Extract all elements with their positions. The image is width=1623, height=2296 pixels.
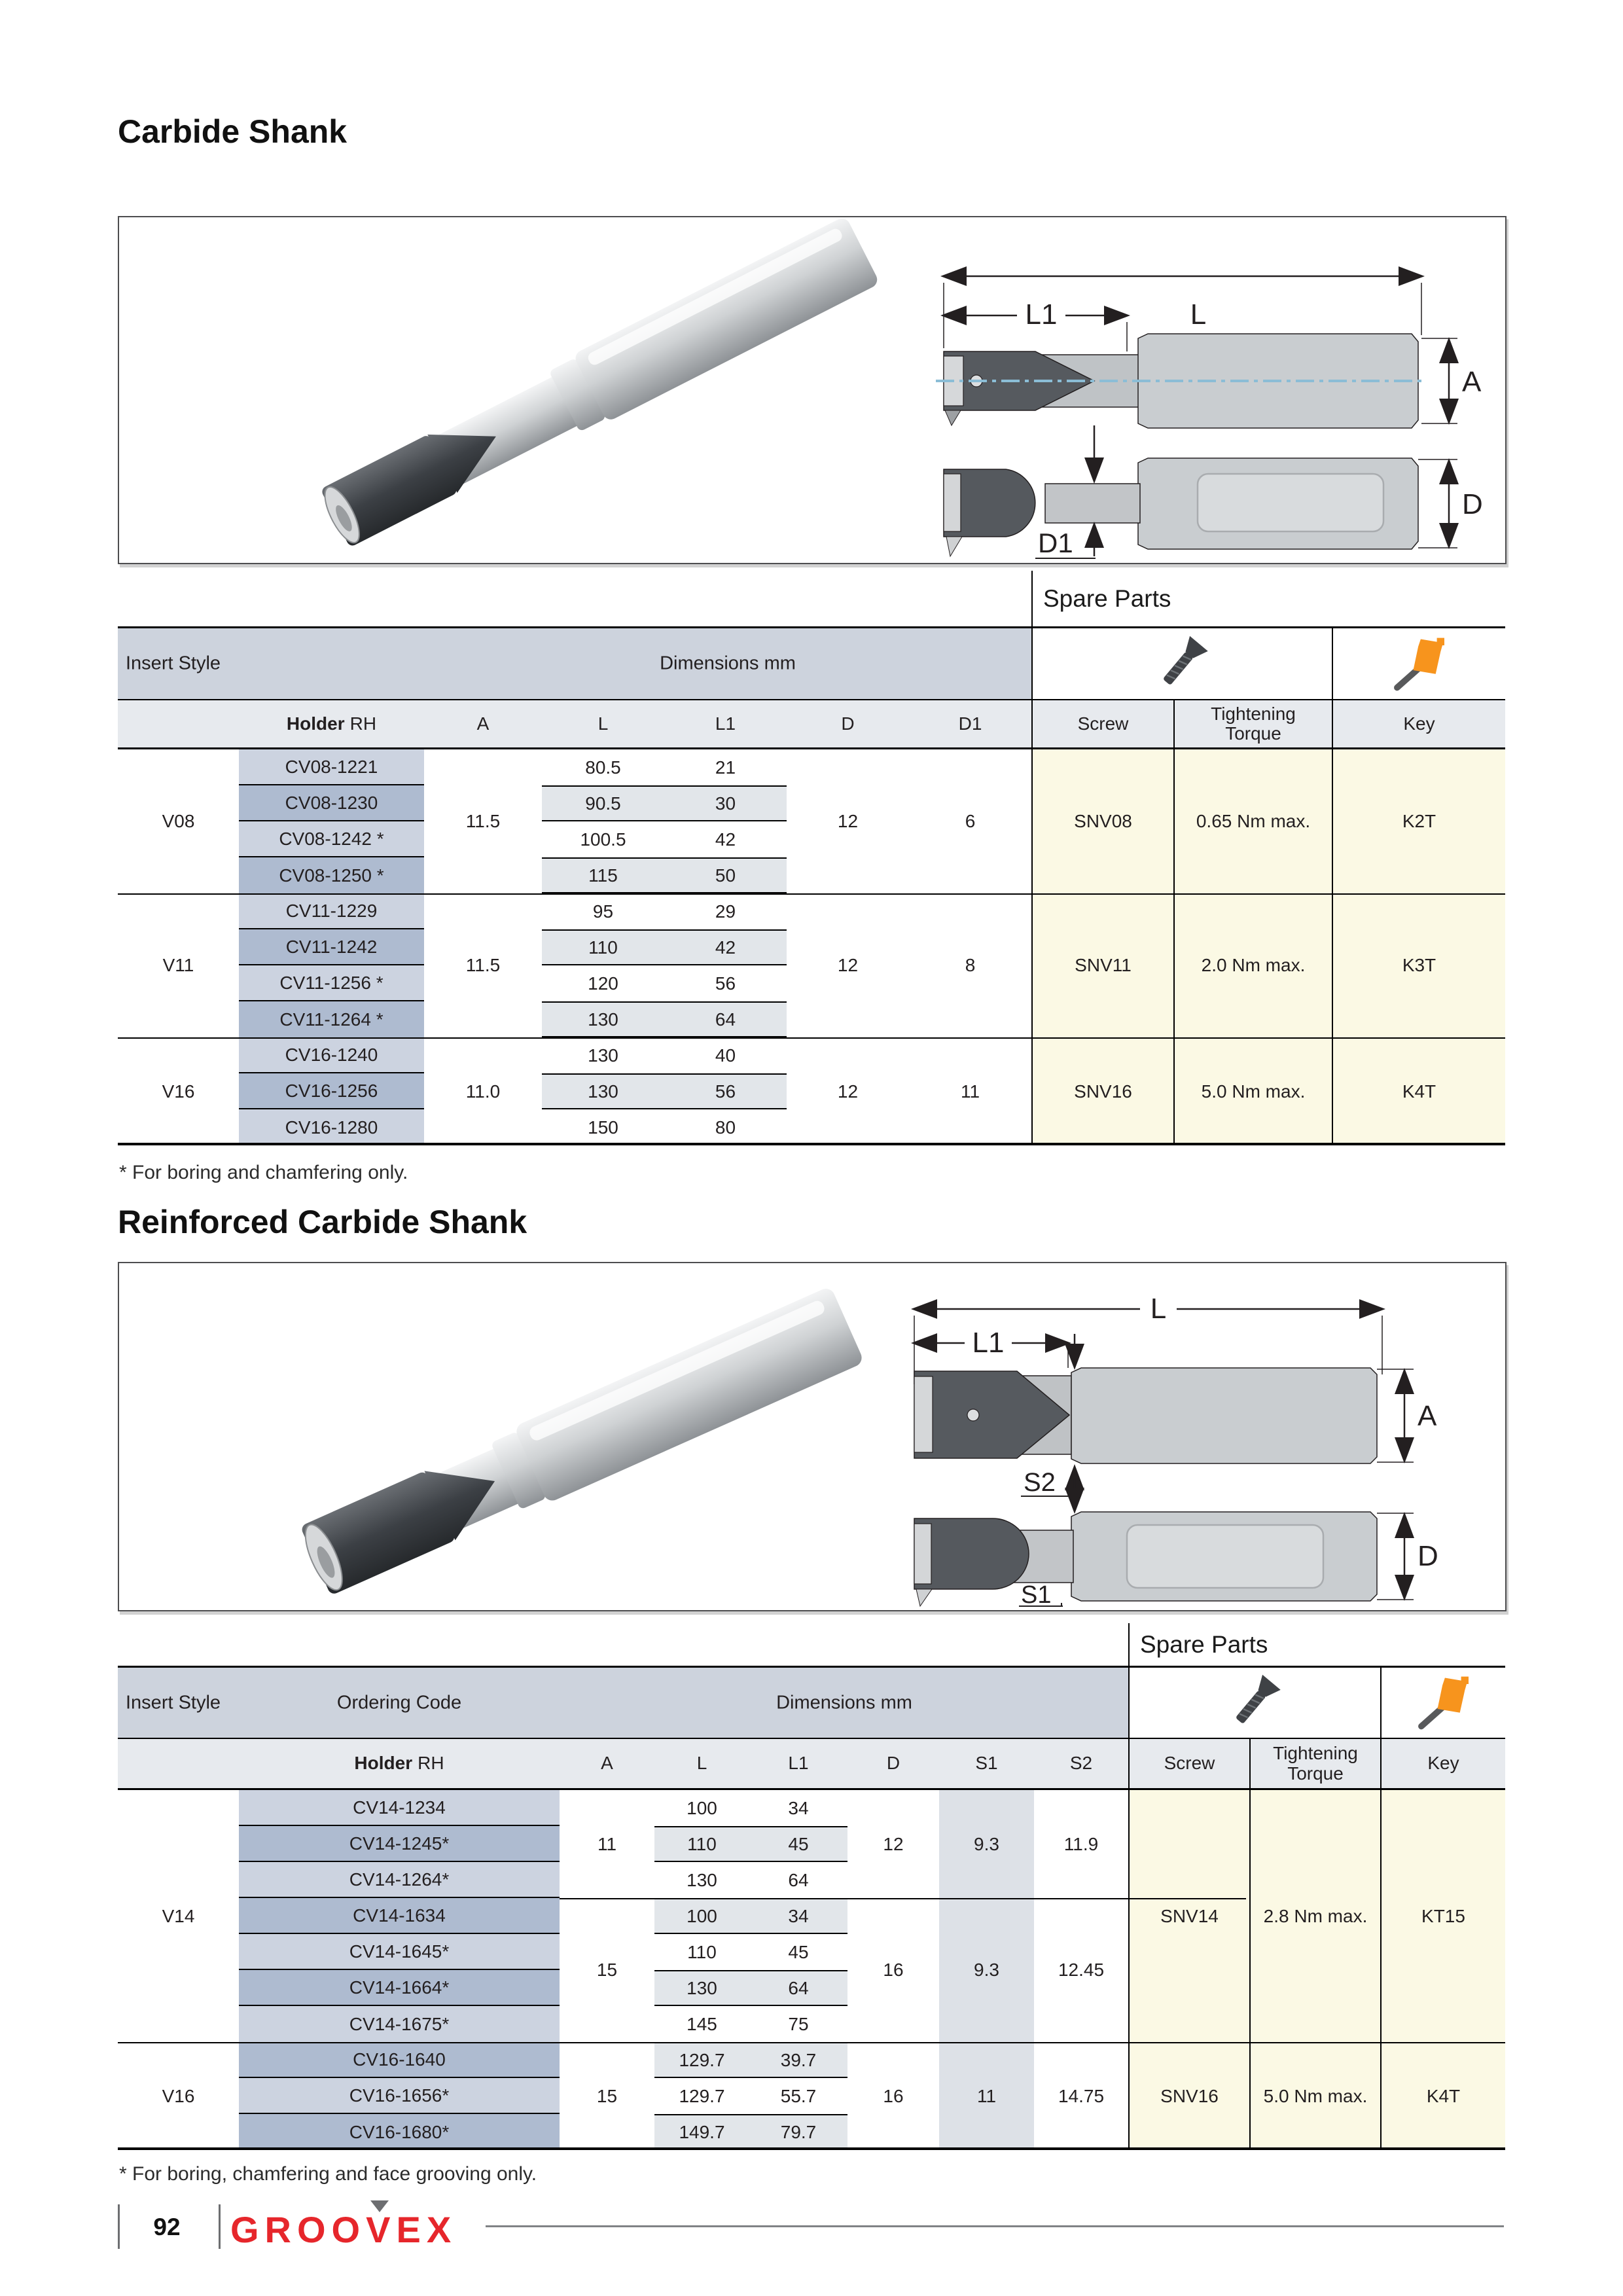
dim-d1-cell: 8 — [965, 955, 976, 975]
dim-l1-cell: 21 — [715, 757, 736, 778]
dim-l-cell: 130 — [542, 1001, 664, 1037]
subheader-key: Key — [1332, 700, 1505, 749]
holder-cell: CV08-1221 — [239, 749, 424, 785]
dim-l-cell: 129.7 — [679, 2085, 725, 2106]
holder-label: Holder — [354, 1753, 413, 1774]
dimensions-header: Dimensions mm — [776, 1692, 912, 1713]
key-part-cell: KT15 — [1380, 1790, 1505, 2042]
dim-l1-cell: 45 — [788, 1941, 809, 1962]
page-number: 92 — [153, 2214, 181, 2240]
dim-l-cell: 100 — [687, 1797, 717, 1818]
dim-d-cell: 12 — [837, 955, 859, 975]
dim-d-cell: 16 — [883, 2085, 904, 2106]
dim-l1-cell: 50 — [664, 857, 787, 893]
subheader-holder — [239, 1739, 560, 1790]
dim-D-label: D — [1462, 488, 1483, 520]
insert-style-value: V16 — [162, 1081, 195, 1102]
holder-cell: CV14-1234 — [239, 1790, 560, 1826]
dim-L1-label: L1 — [972, 1327, 1005, 1359]
key-part-cell: K4T — [1332, 1037, 1505, 1145]
dim-d1-cell: 6 — [965, 811, 976, 831]
dim-a-cell: 15 — [596, 1960, 618, 1980]
dim-l-cell: 149.7 — [654, 2114, 749, 2150]
holder-cell: CV16-1680* — [239, 2114, 560, 2150]
dim-L-label: L — [1150, 1293, 1167, 1325]
key-icon-cell — [1380, 1666, 1505, 1739]
screw-part-cell: SNV14 — [1128, 1790, 1249, 2042]
screw-icon — [1150, 633, 1215, 695]
footnote-1: * For boring and chamfering only. — [119, 1162, 408, 1183]
torque-cell: 0.65 Nm max. — [1173, 749, 1332, 893]
footer-divider-bar — [219, 2204, 221, 2249]
dim-l-cell: 80.5 — [585, 757, 621, 778]
dim-l-cell: 95 — [592, 901, 614, 922]
screw-part-cell: SNV16 — [1031, 1037, 1173, 1145]
subheader-a: A — [424, 700, 542, 749]
dim-l1-cell: 56 — [715, 973, 736, 994]
dim-l1-cell: 80 — [715, 1117, 736, 1138]
dim-D-label: D — [1418, 1540, 1438, 1572]
dim-s1-cell: 9.3 — [939, 1790, 1034, 1898]
holder-cell: CV14-1634 — [239, 1898, 560, 1934]
dim-l1-cell: 30 — [664, 785, 787, 821]
spare-parts-label: Spare Parts — [1031, 571, 1505, 626]
subheader-s1: S1 — [939, 1739, 1034, 1790]
holder-cell: CV16-1240 — [239, 1037, 424, 1073]
dim-l1-cell: 79.7 — [749, 2114, 847, 2150]
holder-cell: CV16-1656* — [239, 2078, 560, 2114]
dimensions-header: Dimensions mm — [660, 653, 796, 674]
dim-S1-label: S1 — [1021, 1581, 1052, 1607]
dim-d-cell: 12 — [837, 1081, 859, 1102]
subheader-holder — [239, 700, 424, 749]
dim-A-label: A — [1462, 366, 1482, 398]
screw-icon-cell — [1031, 626, 1332, 700]
dim-L-label: L — [1190, 298, 1207, 331]
holder-rh-label: RH — [349, 713, 377, 734]
table2-header-band — [118, 1666, 1128, 1739]
dim-s2-cell: 12.45 — [1058, 1960, 1105, 1980]
subheader-screw: Screw — [1128, 1739, 1249, 1790]
holder-cell: CV14-1645* — [239, 1934, 560, 1970]
dim-l-cell: 145 — [687, 2013, 717, 2034]
torx-key-icon — [1411, 1672, 1476, 1734]
dim-l1-cell: 64 — [788, 1869, 809, 1890]
dim-A — [1377, 1369, 1414, 1462]
dim-A-label: A — [1418, 1400, 1437, 1432]
dim-D — [1418, 459, 1457, 548]
dim-l1-cell: 42 — [715, 829, 736, 850]
dim-a-cell: 11.0 — [465, 1081, 501, 1102]
dim-l-cell: 120 — [588, 973, 618, 994]
holder-cell: CV08-1242 * — [239, 821, 424, 857]
top-view-body — [914, 1368, 1377, 1463]
screw-icon — [1222, 1672, 1288, 1734]
dim-l-cell: 100 — [654, 1898, 749, 1934]
footer-rule — [486, 2225, 1504, 2227]
figure1-carbide-shank — [118, 216, 1507, 564]
dim-d-cell: 12 — [883, 1833, 904, 1854]
key-part-cell: K4T — [1380, 2042, 1505, 2150]
dim-l1-cell: 64 — [664, 1001, 787, 1037]
dim-l1-cell: 75 — [788, 2013, 809, 2034]
key-part-cell: K2T — [1332, 749, 1505, 893]
reinforced-shank-table — [118, 1623, 1505, 2150]
dim-l1-cell: 40 — [715, 1045, 736, 1066]
top-view-body — [944, 458, 1418, 556]
dim-l-cell: 130 — [588, 1045, 618, 1066]
section1-title: Carbide Shank — [118, 113, 348, 150]
dim-a-cell: 11.5 — [465, 955, 501, 975]
holder-cell: CV16-1256 — [239, 1073, 424, 1109]
logo-triangle-icon — [370, 2200, 389, 2212]
dim-l1-cell: 34 — [788, 1797, 809, 1818]
holder-cell: CV14-1264* — [239, 1862, 560, 1898]
holder-cell: CV11-1242 — [239, 929, 424, 965]
dim-l-cell: 130 — [654, 1970, 749, 2006]
holder-cell: CV08-1230 — [239, 785, 424, 821]
torque-cell: 5.0 Nm max. — [1173, 1037, 1332, 1145]
dim-l-cell: 130 — [542, 1073, 664, 1109]
table1-header-band — [118, 626, 1031, 700]
footer-divider-bar — [118, 2204, 120, 2249]
subheader-l1: L1 — [664, 700, 787, 749]
dim-l-cell: 100.5 — [580, 829, 626, 850]
figure2-reinforced-carbide-shank — [118, 1262, 1507, 1611]
subheader-blank — [118, 700, 239, 749]
subheader-l: L — [654, 1739, 749, 1790]
dim-D — [1377, 1513, 1414, 1600]
holder-cell: CV08-1250 * — [239, 857, 424, 893]
holder-cell: CV14-1245* — [239, 1826, 560, 1862]
dim-D1-label: D1 — [1038, 528, 1073, 558]
dim-l1-cell: 39.7 — [749, 2042, 847, 2078]
dim-d-cell: 16 — [883, 1960, 904, 1980]
torx-key-icon — [1387, 633, 1452, 695]
subheader-key: Key — [1380, 1739, 1505, 1790]
subheader-l: L — [542, 700, 664, 749]
group-divider — [118, 893, 1505, 895]
carbide-shank-table — [118, 571, 1505, 1145]
bottom-view-body — [914, 1512, 1377, 1606]
torque-cell: 2.8 Nm max. — [1249, 1790, 1380, 2042]
holder-cell: CV11-1256 * — [239, 965, 424, 1001]
key-icon-cell — [1332, 626, 1505, 700]
dim-l-cell: 150 — [588, 1117, 618, 1138]
holder-cell: CV14-1675* — [239, 2006, 560, 2042]
dim-l-cell: 129.7 — [654, 2042, 749, 2078]
tool-photo-render — [315, 217, 880, 554]
dim-l1-cell: 45 — [749, 1826, 847, 1862]
subheader-d: D — [847, 1739, 939, 1790]
dim-a-cell: 15 — [596, 2085, 618, 2106]
dim-s2-cell: 14.75 — [1058, 2085, 1105, 2106]
screw-icon-cell — [1128, 1666, 1380, 1739]
subheader-s2: S2 — [1034, 1739, 1128, 1790]
dim-d1-cell: 11 — [960, 1081, 980, 1102]
tool-photo-render — [295, 1286, 865, 1601]
holder-cell: CV11-1264 * — [239, 1001, 424, 1037]
subheader-d: D — [787, 700, 909, 749]
holder-label: Holder — [286, 713, 345, 734]
holder-cell: CV16-1640 — [239, 2042, 560, 2078]
holder-cell: CV16-1280 — [239, 1109, 424, 1145]
insert-style-value: V16 — [162, 2085, 195, 2106]
dim-S2-label: S2 — [1024, 1468, 1056, 1497]
table-bottom-rule — [118, 1143, 1505, 1145]
table-bottom-rule — [118, 2147, 1505, 2150]
spare-parts-label: Spare Parts — [1128, 1623, 1505, 1666]
group-divider — [118, 1037, 1505, 1039]
insert-style-value: V11 — [162, 955, 194, 975]
dim-l1-cell: 56 — [664, 1073, 787, 1109]
holder-cell: CV11-1229 — [239, 893, 424, 929]
dim-d-cell: 12 — [837, 811, 859, 831]
dim-l-cell: 110 — [687, 1941, 717, 1962]
dim-A — [1421, 338, 1457, 423]
subheader-screw: Screw — [1031, 700, 1173, 749]
dim-l-cell: 90.5 — [542, 785, 664, 821]
torque-cell: 2.0 Nm max. — [1173, 893, 1332, 1037]
dim-l1-cell: 42 — [664, 929, 787, 965]
groovex-logo: GROOVEX — [230, 2209, 457, 2250]
key-part-cell: K3T — [1332, 893, 1505, 1037]
screw-part-cell: SNV16 — [1128, 2042, 1249, 2150]
subheader-torque: Tightening Torque — [1173, 700, 1332, 749]
section2-title: Reinforced Carbide Shank — [118, 1204, 527, 1240]
dim-l-cell: 110 — [542, 929, 664, 965]
dim-s2-cell: 11.9 — [1063, 1833, 1099, 1854]
subheader-torque: Tightening Torque — [1249, 1739, 1380, 1790]
subheader-d1: D1 — [909, 700, 1031, 749]
insert-style-header: Insert Style — [126, 653, 221, 674]
subheader-l1: L1 — [749, 1739, 847, 1790]
subgroup-divider — [560, 1898, 1246, 1899]
dim-l1-cell: 29 — [715, 901, 736, 922]
holder-rh-label: RH — [418, 1753, 444, 1774]
holder-cell: CV14-1664* — [239, 1970, 560, 2006]
ordering-code-header: Ordering Code — [336, 1692, 462, 1713]
subheader-a: A — [560, 1739, 654, 1790]
torque-cell: 5.0 Nm max. — [1249, 2042, 1380, 2150]
reinforced-shank-drawing — [119, 1263, 1503, 1607]
dim-a-cell: 11.5 — [465, 811, 501, 831]
insert-style-value: V14 — [162, 1905, 195, 1926]
screw-part-cell: SNV11 — [1031, 893, 1173, 1037]
dim-l-cell: 130 — [687, 1869, 717, 1890]
subheader-blank — [118, 1739, 239, 1790]
screw-part-cell: SNV08 — [1031, 749, 1173, 893]
group-divider — [118, 2042, 1505, 2043]
carbide-shank-drawing — [119, 217, 1503, 560]
dim-s1-cell: 11 — [939, 2042, 1034, 2150]
dim-l1-cell: 55.7 — [780, 2085, 817, 2106]
dim-l-cell: 110 — [654, 1826, 749, 1862]
side-view-body — [936, 334, 1425, 428]
dim-L1-label: L1 — [1025, 298, 1058, 331]
dim-a-cell: 11 — [597, 1833, 617, 1854]
footnote-2: * For boring, chamfering and face grooving only. — [119, 2163, 537, 2185]
dim-l1-cell: 34 — [749, 1898, 847, 1934]
insert-style-header: Insert Style — [126, 1692, 221, 1713]
dim-s1-cell: 9.3 — [939, 1898, 1034, 2042]
dim-l1-cell: 64 — [749, 1970, 847, 2006]
dim-l-cell: 115 — [542, 857, 664, 893]
insert-style-value: V08 — [162, 811, 195, 831]
